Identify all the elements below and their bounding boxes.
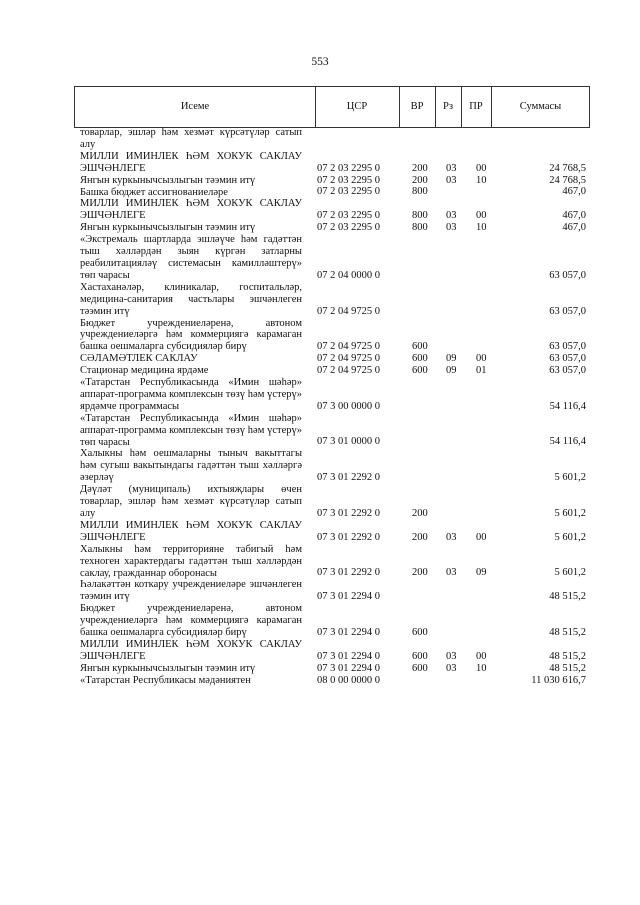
row-name: Башка бюджет ассигнованиеләре: [80, 186, 228, 198]
row-name: МИЛЛИ ИМИНЛЕК ҺӘМ ХОКУК САКЛАУ ЭШЧӘНЛЕГЕ: [80, 150, 302, 174]
row-name: «Татарстан Республикасы мәдәниятен: [80, 674, 251, 686]
table-row: [80, 448, 590, 484]
row-rz: 03: [446, 567, 457, 579]
row-sum: 467,0: [562, 210, 586, 222]
row-csr: 07 3 01 2294 0: [317, 650, 380, 662]
page-number: 553: [311, 56, 329, 68]
row-pr: 00: [476, 650, 487, 662]
row-name: Халыкны һәм территорияне табигый һәм техноген характердагы гадәттән тыш хәлләрдән саклау, гражданнар оборонасы: [80, 543, 302, 579]
row-pr: 00: [476, 531, 487, 543]
row-rz: 03: [446, 650, 457, 662]
row-sum: 11 030 616,7: [531, 674, 586, 686]
row-csr: 07 2 03 2295 0: [317, 186, 380, 198]
row-csr: 07 2 03 2295 0: [317, 162, 380, 174]
row-rz: 03: [446, 210, 457, 222]
row-csr: 08 0 00 0000 0: [317, 674, 380, 686]
row-csr: 07 3 00 0000 0: [317, 400, 380, 412]
row-vr: 800: [412, 222, 428, 234]
row-name: Янгын куркынычсызлыгын тәэмин итү: [80, 662, 256, 674]
row-vr: 600: [412, 365, 428, 377]
row-name: Бюджет учреждениеләренә, автоном учреждениеләргә һәм коммерциягә карамаган башка оешмаларга субсидияләр бирү: [80, 603, 302, 639]
row-vr: 800: [412, 186, 428, 198]
table-row: [80, 579, 590, 603]
row-vr: 200: [412, 507, 428, 519]
table-row: [80, 675, 590, 687]
table-row: [80, 318, 590, 354]
table-row: [80, 187, 590, 199]
row-csr: 07 3 01 2294 0: [317, 626, 380, 638]
row-rz: 03: [446, 662, 457, 674]
row-sum: 467,0: [562, 186, 586, 198]
row-pr: 00: [476, 210, 487, 222]
row-sum: 48 515,2: [549, 591, 586, 603]
table-row: [80, 484, 590, 520]
row-rz: 03: [446, 222, 457, 234]
table-row: [80, 663, 590, 675]
table-row: [80, 222, 590, 234]
table-header: [74, 86, 590, 128]
row-rz: 09: [446, 365, 457, 377]
row-sum: 54 116,4: [549, 436, 586, 448]
row-name: «Татарстан Республикасында «Имин шәһәр» аппарат-программа комплексын төзү һәм үстерү» ярдәмче программасы: [80, 377, 302, 412]
row-name: «Татарстан Республикасында «Имин шәһәр» аппарат-программа комплексын төзү һәм үстерү» төп чарасы: [80, 412, 302, 448]
table-row: [80, 377, 590, 413]
row-sum: 48 515,2: [549, 626, 586, 638]
row-sum: 24 768,5: [549, 162, 586, 174]
header-rz: Рз: [435, 87, 462, 127]
row-csr: 07 2 03 2295 0: [317, 210, 380, 222]
row-rz: 03: [446, 531, 457, 543]
row-sum: 63 057,0: [549, 353, 586, 365]
table-row: [80, 353, 590, 365]
row-csr: 07 2 04 9725 0: [317, 353, 380, 365]
row-rz: 09: [446, 353, 457, 365]
row-csr: 07 3 01 2292 0: [317, 507, 380, 519]
row-name: МИЛЛИ ИМИНЛЕК ҺӘМ ХОКУК САКЛАУ ЭШЧӘНЛЕГЕ: [80, 519, 302, 543]
row-pr: 01: [476, 365, 487, 377]
row-pr: 00: [476, 162, 487, 174]
table-row: [80, 127, 590, 151]
table-row: [80, 603, 590, 639]
row-sum: 48 515,2: [549, 662, 586, 674]
row-sum: 63 057,0: [549, 269, 586, 281]
row-sum: 63 057,0: [549, 305, 586, 317]
header-pr: ПР: [461, 87, 492, 127]
row-vr: 200: [412, 567, 428, 579]
table-row: [80, 544, 590, 580]
row-csr: 07 2 04 9725 0: [317, 341, 380, 353]
row-sum: 24 768,5: [549, 174, 586, 186]
row-sum: 54 116,4: [549, 400, 586, 412]
row-csr: 07 2 04 9725 0: [317, 305, 380, 317]
row-name: СӘЛАМӘТЛЕК САКЛАУ: [80, 353, 198, 365]
row-vr: 600: [412, 341, 428, 353]
row-name: Бюджет учреждениеләренә, автоном учреждениеләргә һәм коммерциягә карамаган башка оешмаларга субсидияләр бирү: [80, 317, 302, 353]
row-vr: 600: [412, 662, 428, 674]
row-pr: 00: [476, 353, 487, 365]
row-name: Дәүләт (муниципаль) ихтыяҗлары өчен товарлар, эшләр һәм хезмәт күрсәтүләр сатып алу: [80, 484, 302, 519]
table-row: [80, 234, 590, 282]
table-row: [80, 282, 590, 318]
row-name: МИЛЛИ ИМИНЛЕК ҺӘМ ХОКУК САКЛАУ ЭШЧӘНЛЕГЕ: [80, 638, 302, 662]
row-sum: 5 601,2: [554, 507, 586, 519]
row-csr: 07 3 01 2294 0: [317, 662, 380, 674]
table-row: [80, 520, 590, 544]
header-name: Исеме: [75, 87, 316, 127]
row-rz: 03: [446, 162, 457, 174]
row-csr: 07 3 01 0000 0: [317, 436, 380, 448]
row-pr: 09: [476, 567, 487, 579]
row-name: Янгын куркынычсызлыгын тәэмин итү: [80, 174, 256, 186]
row-name: Халыкны һәм оешмаларны тыныч вакыттагы һәм сугыш вакытындагы гадәттән тыш хәлләргә әзерләү: [80, 448, 302, 484]
row-vr: 800: [412, 210, 428, 222]
row-name: Янгын куркынычсызлыгын тәэмин итү: [80, 222, 256, 234]
row-vr: 200: [412, 162, 428, 174]
row-pr: 10: [476, 222, 487, 234]
header-sum: Суммасы: [519, 101, 562, 112]
row-sum: 5 601,2: [554, 567, 586, 579]
table-row: [80, 175, 590, 187]
row-csr: 07 3 01 2292 0: [317, 567, 380, 579]
row-sum: 48 515,2: [549, 650, 586, 662]
row-csr: 07 3 01 2292 0: [317, 472, 380, 484]
row-sum: 63 057,0: [549, 341, 586, 353]
row-name: товарлар, эшләр һәм хезмәт күрсәтүләр сатып алу: [80, 127, 302, 150]
row-name: Һәлакәттән коткару учреждениеләре эшчәнлеген тәэмин итү: [80, 579, 302, 603]
table-row: [80, 365, 590, 377]
row-csr: 07 2 04 0000 0: [317, 269, 380, 281]
row-csr: 07 2 04 9725 0: [317, 365, 380, 377]
table-body: [80, 127, 590, 687]
row-csr: 07 3 01 2294 0: [317, 591, 380, 603]
row-pr: 10: [476, 662, 487, 674]
row-name: Хастаханәләр, клиникалар, госпитальләр, медицина-санитария частьлары эшчәнлеген тәэмин итү: [80, 281, 302, 317]
row-vr: 200: [412, 174, 428, 186]
row-csr: 07 2 03 2295 0: [317, 174, 380, 186]
header-vr: ВР: [399, 87, 436, 127]
row-sum: 5 601,2: [554, 531, 586, 543]
row-name: «Экстремаль шартларда эшләүче һәм гадәттән тыш хәлләрдән зыян күргән затларны реабилитацияләү системасын камилләштерү» төп чарасы: [80, 234, 302, 281]
table-row: [80, 198, 590, 222]
row-vr: 600: [412, 353, 428, 365]
row-rz: 03: [446, 174, 457, 186]
row-name: Стационар медицина ярдәме: [80, 365, 209, 377]
row-sum: 5 601,2: [554, 472, 586, 484]
row-pr: 10: [476, 174, 487, 186]
row-name: МИЛЛИ ИМИНЛЕК ҺӘМ ХОКУК САКЛАУ ЭШЧӘНЛЕГЕ: [80, 198, 302, 222]
row-vr: 600: [412, 626, 428, 638]
table-row: [80, 413, 590, 449]
row-sum: 63 057,0: [549, 365, 586, 377]
table-row: [80, 639, 590, 663]
row-csr: 07 2 03 2295 0: [317, 222, 380, 234]
row-vr: 600: [412, 650, 428, 662]
row-vr: 200: [412, 531, 428, 543]
row-sum: 467,0: [562, 222, 586, 234]
row-csr: 07 3 01 2292 0: [317, 531, 380, 543]
header-csr: ЦСР: [315, 87, 400, 127]
table-row: [80, 151, 590, 175]
